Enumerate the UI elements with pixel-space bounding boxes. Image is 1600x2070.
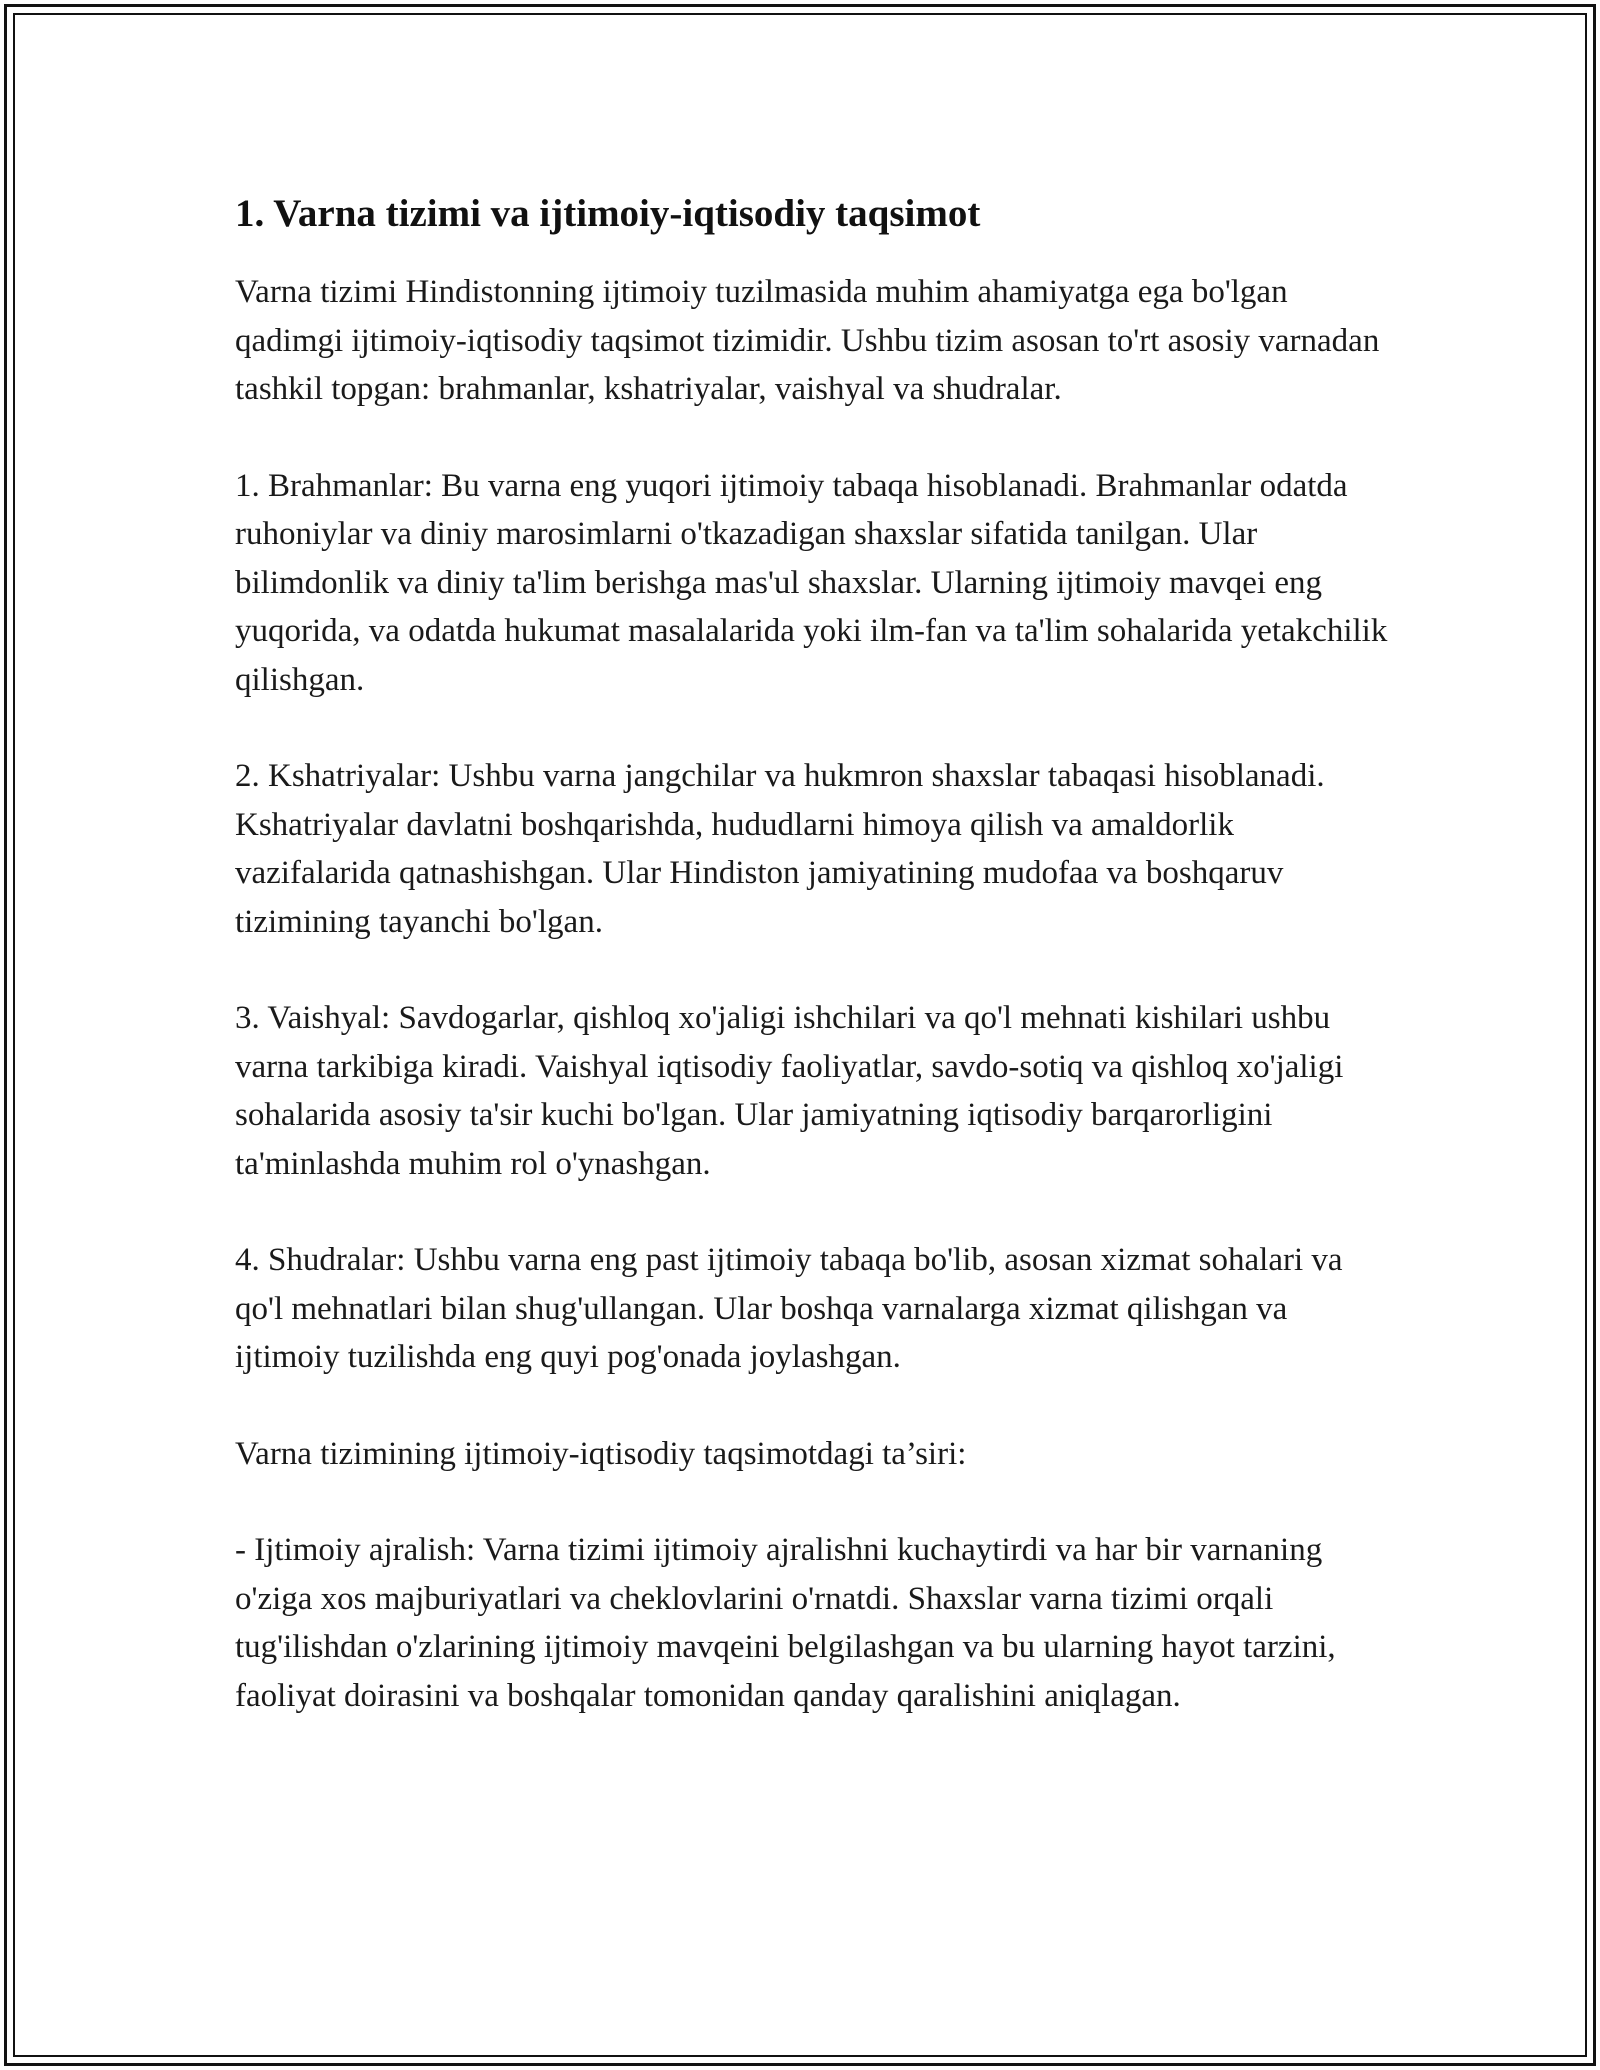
document-body <box>235 188 1390 1768</box>
impact-heading-paragraph: Varna tizimining ijtimoiy-iqtisodiy taqsimotdagi ta’siri: <box>235 1435 967 1472</box>
paragraph-shudralar: 4. Shudralar: Ushbu varna eng past ijtimoiy tabaqa bo'lib, asosan xizmat sohalari va qo'l mehnatlari bilan shug'ullangan. Ular boshqa varnalarga xizmat qilishgan va ijtimoiy tuzilishda eng quyi pog'onada joylashgan. <box>235 1242 1343 1375</box>
paragraph-social-separation: - Ijtimoiy ajralish: Varna tizimi ijtimoiy ajralishni kuchaytirdi va har bir varnaning o'ziga xos majburiyatlari va cheklovlarini o'rnatdi. Shaxslar varna tizimi orqali tug'ilishdan o'zlarining ijtimoiy mavqeini belgilashgan va bu ularning hayot tarzini, faoliyat doirasini va boshqalar tomonidan qanday qaralishini aniqlagan. <box>235 1532 1336 1714</box>
document-title: 1. Varna tizimi va ijtimoiy-iqtisodiy taqsimot <box>235 192 981 235</box>
paragraph-brahmanlar: 1. Brahmanlar: Bu varna eng yuqori ijtimoiy tabaqa hisoblanadi. Brahmanlar odatda ruhoniylar va diniy marosimlarni o'tkazadigan shaxslar sifatida tanilgan. Ular bilimdonlik va diniy ta'lim berishga mas'ul shaxslar. Ularning ijtimoiy mavqei eng yuqorida, va odatda hukumat masalalarida yoki ilm-fan va ta'lim sohalarida yetakchilik qilishgan. <box>235 467 1388 698</box>
paragraph-vaishyal: 3. Vaishyal: Savdogarlar, qishloq xo'jaligi ishchilari va qo'l mehnati kishilari ushbu varna tarkibiga kiradi. Vaishyal iqtisodiy faoliyatlar, savdo-sotiq va qishloq xo'jaligi sohalarida asosiy ta'sir kuchi bo'lgan. Ular jamiyatning iqtisodiy barqarorligini ta'minlashda muhim rol o'ynashgan. <box>235 1000 1344 1182</box>
intro-paragraph: Varna tizimi Hindistonning ijtimoiy tuzilmasida muhim ahamiyatga ega bo'lgan qadimgi ijtimoiy-iqtisodiy taqsimot tizimidir. Ushbu tizim asosan to'rt asosiy varnadan tashkil topgan: brahmanlar, kshatriyalar, vaishyal va shudralar. <box>235 274 1380 407</box>
paragraph-kshatriyalar: 2. Kshatriyalar: Ushbu varna jangchilar va hukmron shaxslar tabaqasi hisoblanadi. Kshatriyalar davlatni boshqarishda, hududlarni himoya qilish va amaldorlik vazifalarida qatnashishgan. Ular Hindiston jamiyatining mudofaa va boshqaruv tizimining tayanchi bo'lgan. <box>235 758 1325 940</box>
